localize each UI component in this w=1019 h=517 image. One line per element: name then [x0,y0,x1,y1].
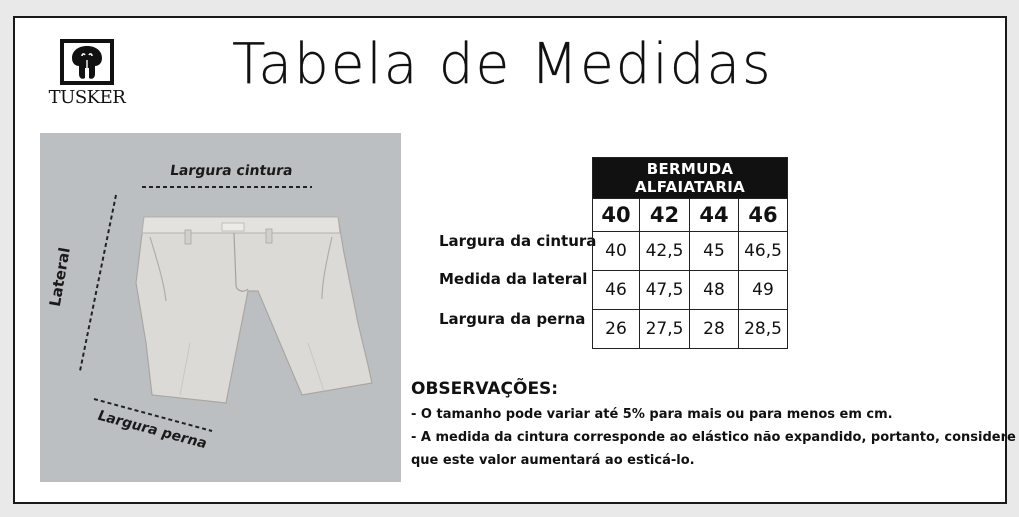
observations-title: OBSERVAÇÕES: [411,379,559,399]
shorts-photo [40,133,401,482]
elephant-icon [56,38,118,86]
size-cell: 46 [739,199,788,232]
label-largura-cintura: Largura cintura [168,163,294,179]
row-label-lateral: Medida da lateral [439,270,588,288]
size-cell: 42 [640,199,690,232]
observation-line: - A medida da cintura corresponde ao elástico não expandido, portanto, considere [411,430,1016,445]
table-cell: 46 [593,271,640,310]
page-title: Tabela de Medidas [232,32,773,97]
size-table [592,157,788,349]
table-cell: 48 [690,271,739,310]
row-label-cintura: Largura da cintura [439,232,597,250]
table-cell: 40 [593,232,640,271]
size-cell: 40 [593,199,640,232]
size-row [593,199,788,232]
table-cell: 27,5 [640,310,690,349]
shorts-illustration [40,133,401,482]
observation-line: que este valor aumentará ao esticá-lo. [411,453,695,468]
table-cell: 47,5 [640,271,690,310]
table-cell: 49 [739,271,788,310]
label-largura-perna: Largura perna [94,408,210,452]
product-name: BERMUDA ALFAIATARIA [593,158,788,199]
table-header-row [593,158,788,199]
table-cell: 26 [593,310,640,349]
table-cell: 28,5 [739,310,788,349]
table-row [593,232,788,271]
table-cell: 45 [690,232,739,271]
table-row [593,310,788,349]
brand-logo [42,38,132,112]
table-cell: 42,5 [640,232,690,271]
table-cell: 46,5 [739,232,788,271]
observation-line: - O tamanho pode variar até 5% para mais ou para menos em cm. [411,407,893,422]
label-lateral: Lateral [45,246,74,308]
table-cell: 28 [690,310,739,349]
size-cell: 44 [690,199,739,232]
table-row [593,271,788,310]
row-label-perna: Largura da perna [439,310,586,328]
brand-name: TUSKER [48,87,126,108]
